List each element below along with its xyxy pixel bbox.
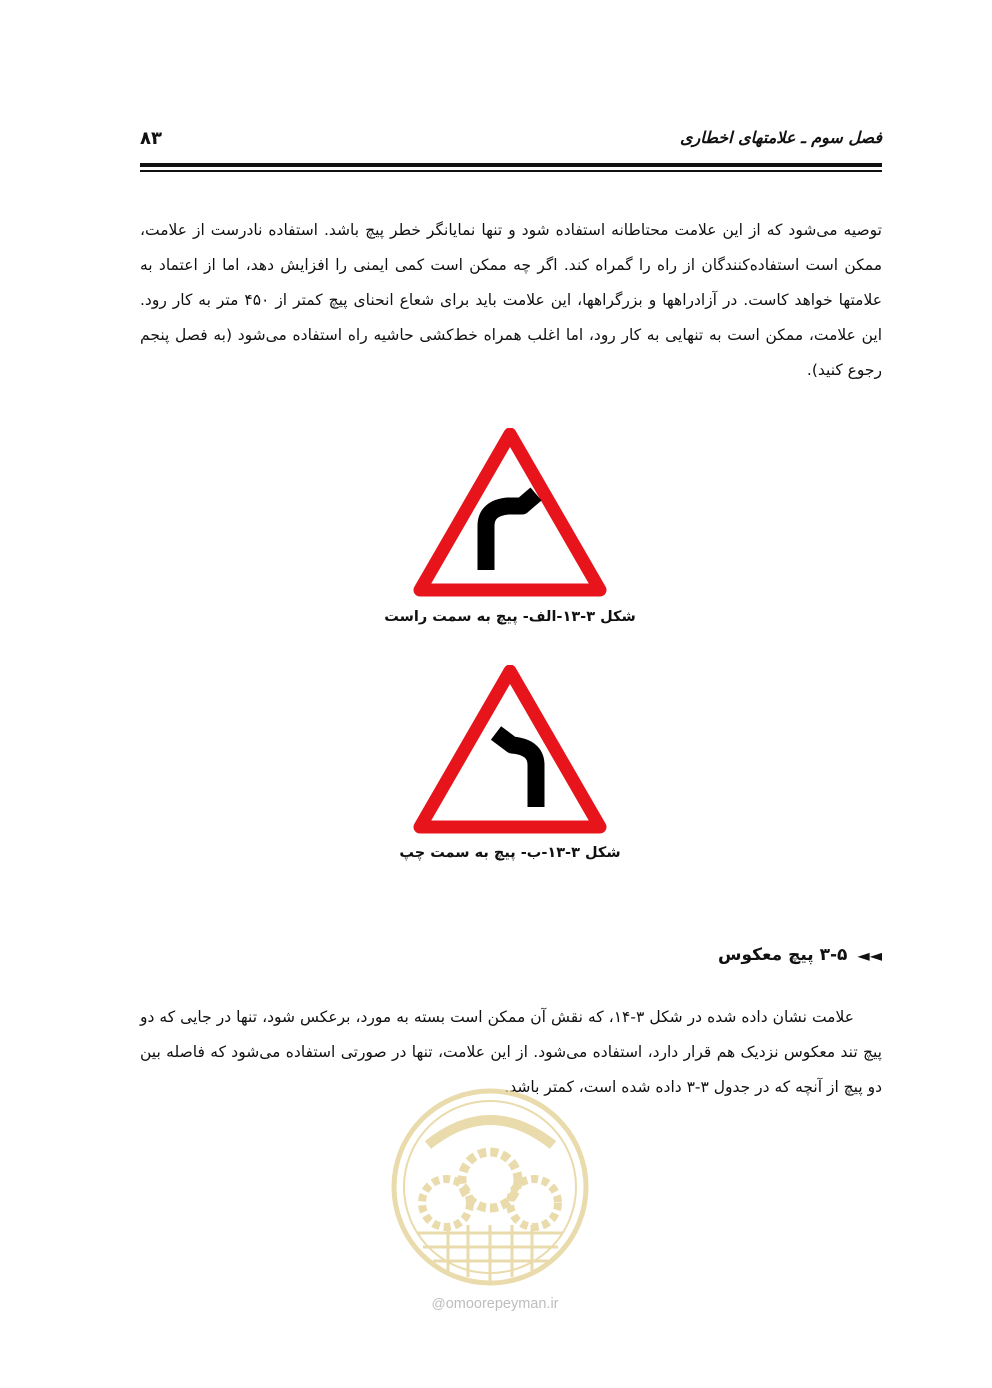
figure-caption-right-curve: شکل ۳-۱۳-الف- پیچ به سمت راست: [384, 609, 636, 625]
chapter-title: فصل سوم ـ علامتهای اخطاری: [679, 128, 882, 147]
section-heading: [718, 945, 882, 965]
figure-caption-left-curve: شکل ۳-۱۳-ب- پیچ به سمت چپ: [399, 845, 621, 861]
header-rule-thick: [140, 163, 882, 167]
page-number: ۸۳: [140, 128, 162, 149]
section-title: ۳-۵ پیچ معکوس: [718, 945, 848, 965]
header-rule-thin: [140, 170, 882, 172]
double-arrow-bullet-icon: ◄◄: [857, 945, 882, 965]
body-paragraph-2: علامت نشان داده شده در شکل ۳-۱۴، که نقش آن ممکن است بسته به مورد، برعکس شود، تنها در جایی که دو پیچ تند معکوس نزدیک هم قرار دارد، استفاده می‌شود. از این علامت، تنها در صورتی استفاده می‌شود که فاصله بین دو پیچ از آنچه که در جدول ۳-۳ داده شده است، کمتر باشد.: [140, 1008, 882, 1096]
curve-left-warning-sign-icon: [412, 665, 608, 835]
page-header: [140, 126, 882, 156]
curve-right-warning-sign-icon: [412, 428, 608, 598]
watermark-url-text: omoorepeyman.ir: [445, 1296, 559, 1312]
at-symbol-icon: @: [431, 1295, 446, 1311]
body-paragraph-1: توصیه می‌شود که از این علامت محتاطانه استفاده شود و تنها نمایانگر خطر پیچ باشد. استفاده نادرست از علامت، ممکن است استفاده‌کنندگان از راه را گمراه کند. اگر چه ممکن است کمی ایمنی را افزایش دهد، اما از اعتماد به علامتها خواهد کاست. در آزادراهها و بزرگراهها، این علامت باید برای شعاع انحنای پیچ کمتر از ۴۵۰ متر به کار رود. این علامت، ممکن است به تنهایی به کار رود، اما اغلب همراه خط‌کشی حاشیه راه استفاده می‌شود (به فصل پنجم رجوع کنید).: [140, 221, 882, 379]
watermark-url: [370, 1295, 620, 1312]
watermark-logo-icon: [388, 1085, 593, 1290]
